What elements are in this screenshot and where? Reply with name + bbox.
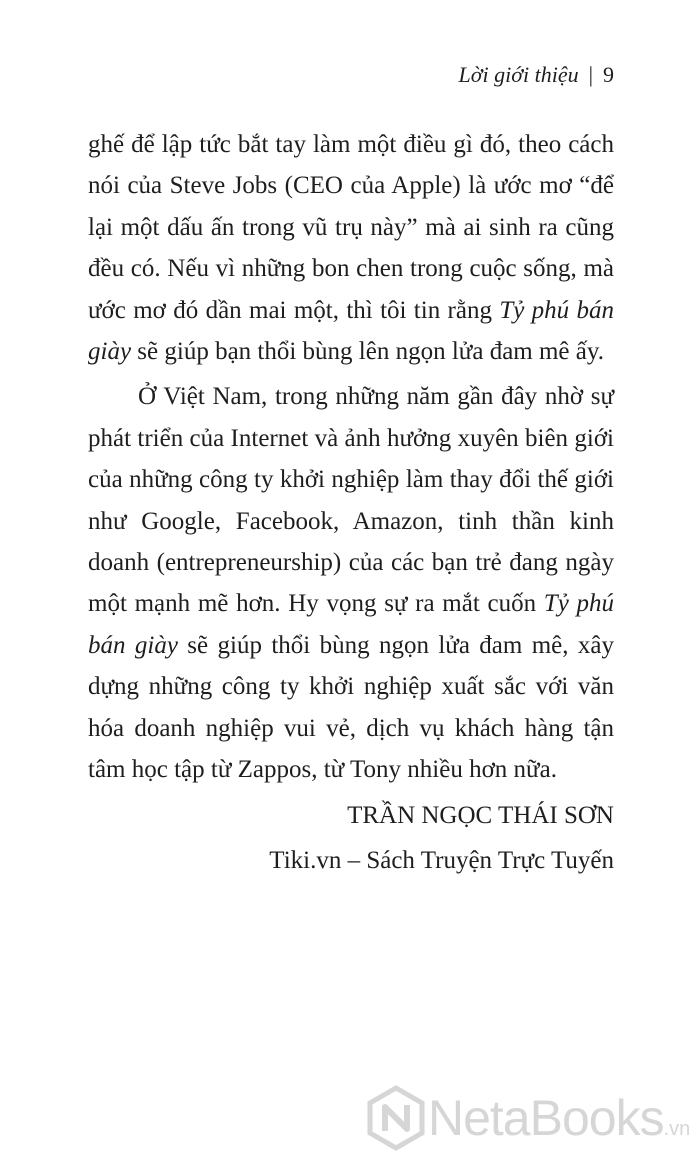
paragraph-2-text-b: sẽ giúp thổi bùng ngọn lửa đam mê, xây dựng những công ty khởi nghiệp xuất sắc với văn hóa doanh nghiệp vui vẻ, dịch vụ khách hàng tận tâm học tập từ Zappos, từ Tony nhiều hơn nữa. xyxy=(88,631,614,784)
paragraph-2 xyxy=(88,376,614,790)
book-title-italic: Tỷ phú bán giày xyxy=(88,590,614,659)
book-title-italic: Tỷ phú bán giày xyxy=(88,296,615,366)
watermark-brand: NetaBooks xyxy=(428,1090,664,1146)
paragraph-1-text-b: sẽ giúp bạn thổi bùng lên ngọn lửa đam mê ấy. xyxy=(131,338,604,366)
paragraph-1 xyxy=(88,124,614,372)
section-title: Lời giới thiệu xyxy=(458,62,579,87)
page-number: 9 xyxy=(603,62,614,87)
watermark-suffix: .vn xyxy=(663,1118,691,1140)
header-separator: | xyxy=(588,62,593,87)
paragraph-1-text-a: ghế để lập tức bắt tay làm một điều gì đó, theo cách nói của Steve Jobs (CEO của Apple) là ước mơ “để lại một dấu ấn trong vũ trụ này” mà ai sinh ra cũng đều có. Nếu vì những bon chen trong cuộc sống, mà ước mơ đó dần mai một, thì tôi tin rằng xyxy=(88,131,614,324)
signature-organization: Tiki.vn – Sách Truyện Trực Tuyến xyxy=(269,846,614,874)
body-text xyxy=(88,124,614,881)
signature-block xyxy=(88,795,614,882)
signature-name: TRẦN NGỌC THÁI SƠN xyxy=(347,801,614,829)
running-header xyxy=(459,60,614,90)
paragraph-2-text-a: Ở Việt Nam, trong những năm gần đây nhờ sự phát triển của Internet và ảnh hưởng xuyên biên giới của những công ty khởi nghiệp làm thay đổi thế giới như Google, Facebook, Amazon, tinh thần kinh doanh (entrepreneurship) của các bạn trẻ đang ngày một mạnh mẽ hơn. Hy vọng sự ra mắt cuốn xyxy=(88,383,614,618)
watermark xyxy=(366,1083,696,1153)
watermark-text xyxy=(428,1083,690,1164)
netabooks-logo-icon xyxy=(366,1085,426,1151)
